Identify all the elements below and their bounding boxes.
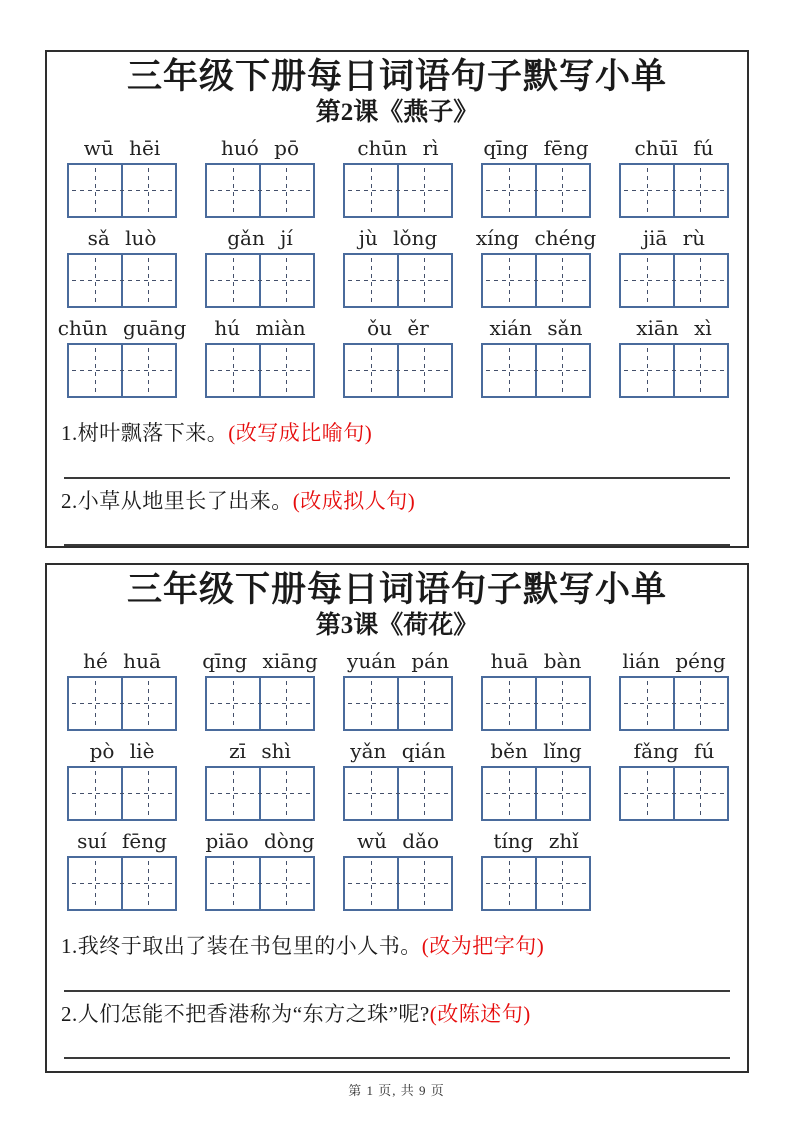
pinyin-label: xián sǎn [489,316,583,341]
writing-grid [67,253,177,308]
sentence-annotation: (改为把字句) [421,934,545,959]
sentence-text: 2.人们怎能不把香港称为“东方之珠”呢? [61,1001,430,1026]
word-block [475,225,597,308]
word-block [205,135,315,218]
pinyin-label: hú miàn [214,316,306,341]
word-block [481,648,591,731]
sentence-item [61,932,733,960]
lesson-subtitle: 第3课《荷花》 [315,612,479,640]
worksheet-title: 三年级下册每日词语句子默写小单 [126,57,667,96]
pinyin-label: chūī fú [634,136,714,161]
pinyin-label: wū hēi [83,136,161,161]
word-row [67,225,727,308]
writing-grid [481,163,591,218]
lesson-3-section [45,563,749,1073]
word-block [67,648,177,731]
worksheet-title: 三年级下册每日词语句子默写小单 [126,570,667,609]
word-block [67,225,177,308]
pinyin-label: zī shì [229,739,291,764]
word-block [57,315,187,398]
pinyin-label: piāo dòng [205,829,315,854]
pinyin-label: jù lǒng [358,226,438,251]
lesson-2-section [45,50,749,548]
writing-grid [481,676,591,731]
word-block [619,648,729,731]
pinyin-label: lián péng [622,649,726,674]
pinyin-label: pò liè [89,739,155,764]
sentence-item [61,1000,733,1028]
pinyin-label: sǎ luò [87,226,157,251]
sentence-text: 1.我终于取出了装在书包里的小人书。 [61,934,422,959]
word-block [343,135,453,218]
sentence-item [61,487,733,515]
answer-line [64,990,730,992]
page-number-footer: 第 1 页, 共 9 页 [348,1083,445,1098]
writing-grid [205,343,315,398]
pinyin-label: qīng xiāng [202,649,318,674]
pinyin-label: jiā rù [642,226,706,251]
word-grid-area [47,128,747,398]
pinyin-label: ǒu ěr [367,316,429,341]
writing-grid [205,163,315,218]
pinyin-label: hé huā [83,649,161,674]
word-row [67,828,727,911]
word-block [481,315,591,398]
writing-grid [205,253,315,308]
sentence-annotation: (改写成比喻句) [228,421,373,446]
writing-grid [343,253,453,308]
word-block [67,135,177,218]
pinyin-label: xíng chéng [475,226,597,251]
sentence-annotation: (改成拟人句) [292,488,416,513]
writing-grid [619,766,729,821]
pinyin-label: chūn rì [357,136,439,161]
word-row [57,315,727,398]
word-block [619,135,729,218]
word-block [481,828,591,911]
pinyin-label: fǎng fú [633,739,715,764]
pinyin-label: běn lǐng [490,739,582,764]
word-block [343,315,453,398]
sentence-text: 1.树叶飘落下来。 [61,421,229,446]
writing-grid [205,856,315,911]
writing-grid [67,676,177,731]
word-block [619,225,729,308]
answer-line [64,1057,730,1059]
writing-grid [343,163,453,218]
writing-grid [67,163,177,218]
word-block [343,225,453,308]
word-block [481,738,591,821]
writing-grid [481,343,591,398]
pinyin-label: xiān xì [636,316,712,341]
writing-grid [343,856,453,911]
pinyin-label: qīng fēng [483,136,589,161]
pinyin-label: suí fēng [77,829,167,854]
sentence-annotation: (改陈述句) [429,1001,531,1026]
sentence-item [61,419,733,447]
answer-line [64,544,730,546]
word-block [343,828,453,911]
writing-grid [205,766,315,821]
writing-grid [343,676,453,731]
pinyin-label: tíng zhǐ [493,829,579,854]
word-grid-area [47,641,747,911]
writing-grid [343,766,453,821]
pinyin-label: huó pō [220,136,299,161]
writing-grid [67,766,177,821]
pinyin-label: wǔ dǎo [356,829,440,854]
writing-grid [619,163,729,218]
sentence-exercises [47,918,747,1059]
writing-grid [619,253,729,308]
writing-grid [67,856,177,911]
writing-grid [343,343,453,398]
writing-grid [481,766,591,821]
writing-grid [481,856,591,911]
writing-grid [619,343,729,398]
word-block [343,648,453,731]
sentence-text: 2.小草从地里长了出来。 [61,488,293,513]
pinyin-label: chūn guāng [57,316,187,341]
word-block [202,648,318,731]
pinyin-label: yuán pán [347,649,449,674]
writing-grid [481,253,591,308]
word-block [619,315,729,398]
answer-line [64,477,730,479]
sentence-exercises [47,405,747,546]
pinyin-label: huā bàn [490,649,582,674]
word-row [67,648,727,731]
writing-grid [67,343,177,398]
pinyin-label: yǎn qián [350,739,446,764]
lesson-subtitle: 第2课《燕子》 [315,99,479,127]
word-block [619,738,729,821]
word-block [343,738,453,821]
word-block [205,828,315,911]
word-block [67,828,177,911]
writing-grid [205,676,315,731]
word-block [205,225,315,308]
word-block [481,135,591,218]
writing-grid [619,676,729,731]
pinyin-label: gǎn jí [227,226,293,251]
word-block [205,738,315,821]
word-row [67,738,727,821]
word-row [67,135,727,218]
word-block [67,738,177,821]
word-block [205,315,315,398]
